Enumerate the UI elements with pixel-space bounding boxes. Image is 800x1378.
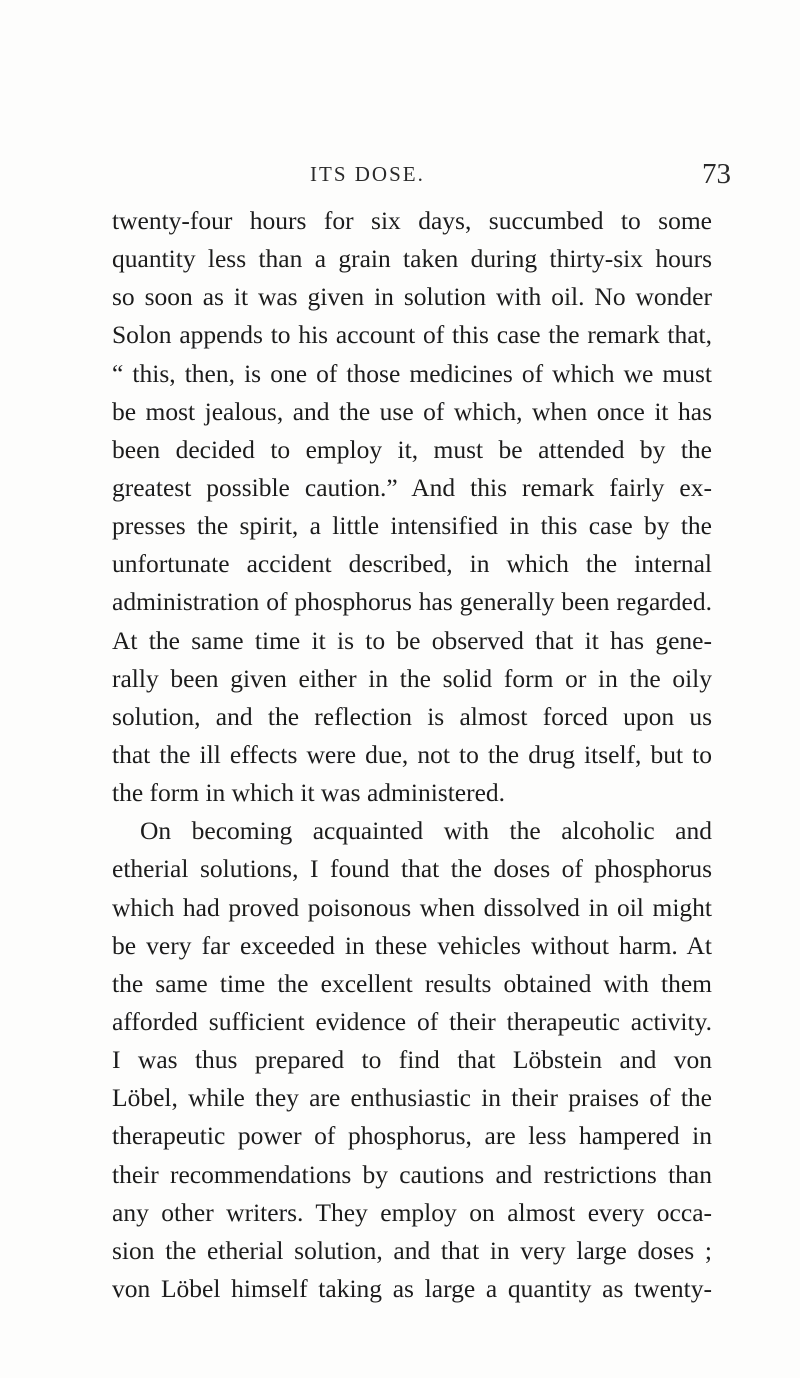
text-line: administration of phosphorus has generally been regarded. xyxy=(112,587,712,617)
running-head xyxy=(0,156,800,196)
text-line: been decided to employ it, must be attended by the xyxy=(112,434,712,464)
text-line: be most jealous, and the use of which, when once it has xyxy=(112,396,712,426)
running-title: ITS DOSE. xyxy=(310,162,425,186)
text-line: At the same time it is to be observed that it has gene- xyxy=(112,625,712,655)
text-line: greatest possible caution.” And this remark fairly ex- xyxy=(112,472,712,502)
text-line: the form in which it was administered. xyxy=(112,778,506,808)
text-line: that the ill effects were due, not to the drug itself, but to xyxy=(112,739,712,769)
text-line: von Löbel himself taking as large a quantity as twenty- xyxy=(112,1273,712,1303)
text-line: sion the etherial solution, and that in very large doses ; xyxy=(112,1235,712,1265)
text-line: Löbel, while they are enthusiastic in their praises of the xyxy=(112,1083,712,1113)
text-line: afforded sufficient evidence of their therapeutic activity. xyxy=(112,1006,712,1036)
text-line: Solon appends to his account of this case the remark that, xyxy=(112,320,712,350)
text-line: any other writers. They employ on almost every occa- xyxy=(112,1197,712,1227)
text-line: solution, and the reflection is almost forced upon us xyxy=(112,701,712,731)
text-line: On becoming acquainted with the alcoholic and xyxy=(140,816,712,846)
text-line: be very far exceeded in these vehicles without harm. At xyxy=(112,930,712,960)
text-line: “ this, then, is one of those medicines of which we must xyxy=(112,358,712,388)
text-line: therapeutic power of phosphorus, are less hampered in xyxy=(112,1121,712,1151)
text-line: twenty-four hours for six days, succumbed to some xyxy=(112,206,712,235)
text-line: so soon as it was given in solution with oil. No wonder xyxy=(112,282,712,312)
text-line: the same time the excellent results obtained with them xyxy=(112,968,712,998)
text-line: their recommendations by cautions and restrictions than xyxy=(112,1159,712,1189)
text-line: etherial solutions, I found that the doses of phosphorus xyxy=(112,854,712,884)
text-line: presses the spirit, a little intensified in this case by the xyxy=(112,511,712,541)
body-text xyxy=(112,202,712,1308)
page-number: 73 xyxy=(702,158,731,190)
text-line: which had proved poisonous when dissolved in oil might xyxy=(112,892,712,922)
text-line: I was thus prepared to find that Löbstein and von xyxy=(112,1045,712,1075)
text-line: unfortunate accident described, in which the internal xyxy=(112,549,712,579)
text-line: quantity less than a grain taken during thirty-six hours xyxy=(112,244,712,274)
text-line: rally been given either in the solid form or in the oily xyxy=(112,663,712,693)
